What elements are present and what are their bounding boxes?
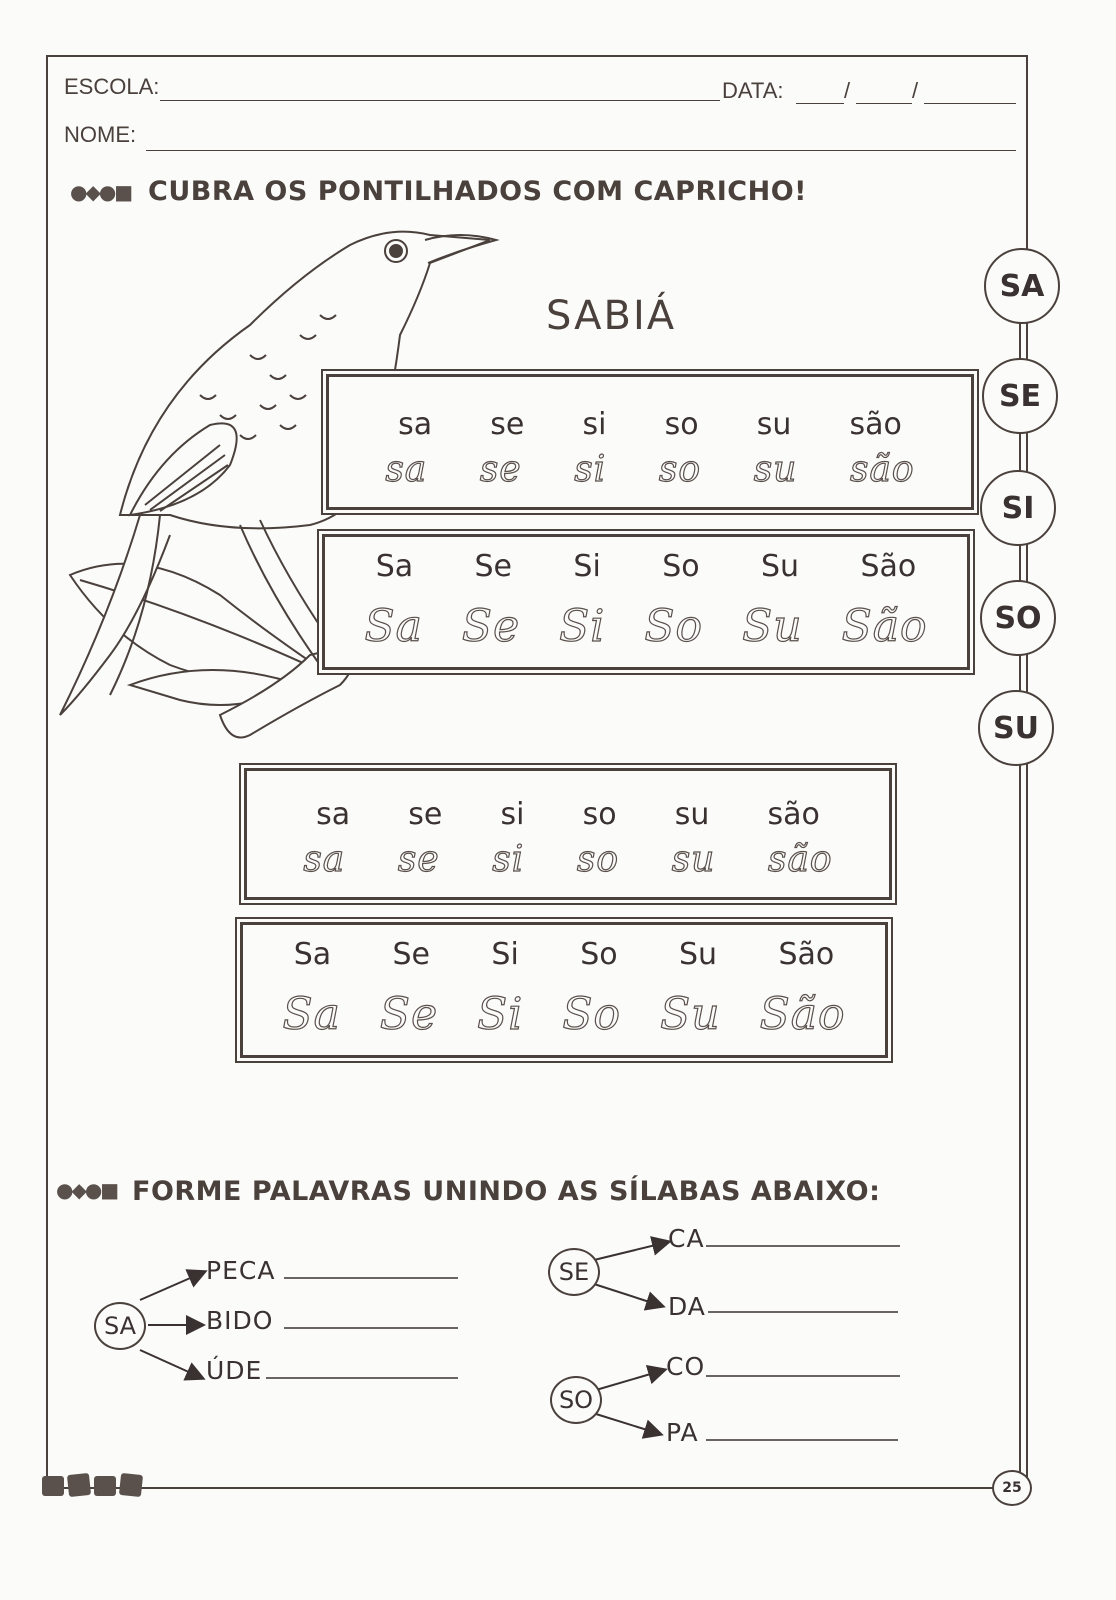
- dotted-cursive-syllable[interactable]: se: [397, 839, 440, 880]
- dotted-cursive-syllable[interactable]: são: [767, 839, 833, 880]
- dotted-cursive-syllable[interactable]: Su: [660, 989, 721, 1040]
- syllable: su: [674, 797, 710, 832]
- dotted-cursive-syllable[interactable]: sa: [303, 839, 346, 880]
- syllable: sa: [316, 797, 351, 832]
- syllable: São: [778, 937, 835, 972]
- date-separator: /: [844, 78, 851, 103]
- dotted-cursive-syllable[interactable]: São: [759, 989, 846, 1040]
- dotted-cursive-syllable[interactable]: si: [574, 449, 607, 490]
- page-title: SABIÁ: [546, 293, 677, 339]
- dotted-cursive-syllable[interactable]: so: [658, 449, 702, 490]
- syllable-ending: BIDO: [206, 1306, 274, 1335]
- syllable: são: [767, 797, 820, 832]
- root-syllable-se: SE: [548, 1248, 600, 1296]
- dotted-cursive-syllable[interactable]: Su: [742, 601, 803, 652]
- syllable: Su: [760, 549, 800, 584]
- instruction-trace: CUBRA OS PONTILHADOS COM CAPRICHO!: [148, 176, 807, 207]
- syllable: Su: [678, 937, 718, 972]
- root-syllable-sa: SA: [94, 1302, 146, 1350]
- dotted-cursive-syllable[interactable]: su: [671, 839, 716, 880]
- syllable: Si: [573, 549, 601, 584]
- syllable: Se: [474, 549, 513, 584]
- side-syllable-se: SE: [982, 358, 1058, 434]
- side-syllable-si: SI: [980, 470, 1056, 546]
- syllable: si: [582, 407, 607, 442]
- syllable: su: [756, 407, 792, 442]
- syllable: So: [662, 549, 700, 584]
- syllable-ending: ÚDE: [206, 1356, 263, 1385]
- side-syllable-so: SO: [980, 580, 1056, 656]
- school-label: ESCOLA:: [64, 74, 160, 99]
- dotted-cursive-syllable[interactable]: são: [849, 449, 915, 490]
- syllable-ending: CA: [668, 1224, 705, 1253]
- side-syllable-sa: SA: [984, 248, 1060, 324]
- dotted-cursive-syllable[interactable]: si: [492, 839, 525, 880]
- page-number: 25: [992, 1470, 1032, 1506]
- syllable-ending: PA: [666, 1418, 699, 1447]
- bullet-icon: ●◆●■: [56, 1178, 118, 1202]
- dotted-cursive-syllable[interactable]: Sa: [364, 601, 423, 652]
- syllable: se: [490, 407, 525, 442]
- publisher-logo: [40, 1472, 144, 1500]
- dotted-cursive-syllable[interactable]: su: [753, 449, 798, 490]
- syllable: Sa: [375, 549, 414, 584]
- dotted-cursive-syllable[interactable]: So: [644, 601, 704, 652]
- bullet-icon: ●◆●■: [70, 180, 132, 204]
- syllable: so: [582, 797, 617, 832]
- syllable: Si: [491, 937, 519, 972]
- syllable: sa: [398, 407, 433, 442]
- dotted-cursive-syllable[interactable]: São: [841, 601, 928, 652]
- date-separator: /: [912, 78, 919, 103]
- syllable: so: [664, 407, 699, 442]
- syllable-ending: PECA: [206, 1256, 276, 1285]
- syllable: si: [500, 797, 525, 832]
- syllable: são: [849, 407, 902, 442]
- date-label: DATA:: [722, 78, 784, 103]
- root-syllable-so: SO: [550, 1376, 602, 1424]
- dotted-cursive-syllable[interactable]: so: [576, 839, 620, 880]
- dotted-cursive-syllable[interactable]: Se: [379, 989, 439, 1040]
- syllable: São: [860, 549, 917, 584]
- dotted-cursive-syllable[interactable]: Sa: [282, 989, 341, 1040]
- dotted-cursive-syllable[interactable]: se: [479, 449, 522, 490]
- syllable: se: [408, 797, 443, 832]
- syllable-ending: DA: [668, 1292, 706, 1321]
- side-syllable-su: SU: [978, 690, 1054, 766]
- dotted-cursive-syllable[interactable]: sa: [385, 449, 428, 490]
- syllable: So: [580, 937, 618, 972]
- dotted-cursive-syllable[interactable]: So: [562, 989, 622, 1040]
- name-label: NOME:: [64, 122, 137, 147]
- dotted-cursive-syllable[interactable]: Si: [559, 601, 606, 652]
- syllable: Se: [392, 937, 431, 972]
- syllable: Sa: [293, 937, 332, 972]
- dotted-cursive-syllable[interactable]: Se: [461, 601, 521, 652]
- syllable-ending: CO: [666, 1352, 706, 1381]
- instruction-form-words: FORME PALAVRAS UNINDO AS SÍLABAS ABAIXO:: [132, 1176, 881, 1207]
- dotted-cursive-syllable[interactable]: Si: [477, 989, 524, 1040]
